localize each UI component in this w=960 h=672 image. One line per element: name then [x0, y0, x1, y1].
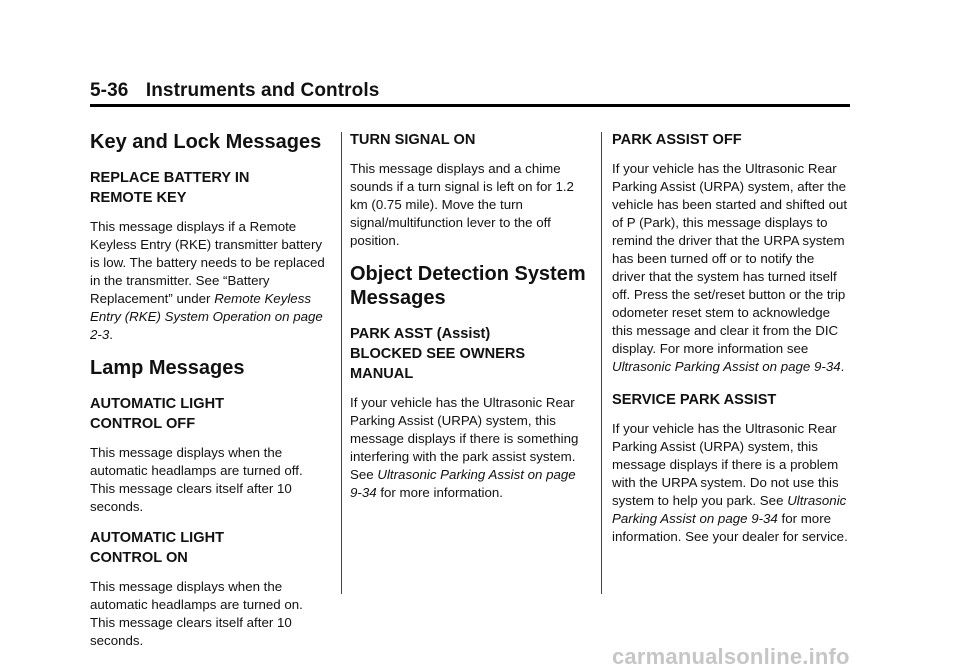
section-title-object-detection — [350, 262, 588, 310]
paragraph-replace-battery — [90, 218, 328, 344]
heading-turn-signal-on: TURN SIGNAL ON — [350, 132, 476, 148]
body-text: If your vehicle has the Ultrasonic Rear Parking Assist (URPA) system, this message displays if there is something interfering with the park assist system. See — [350, 395, 579, 482]
heading-replace-battery — [90, 168, 328, 208]
cross-reference-link[interactable]: Ultrasonic Parking Assist on page 9-34 — [612, 359, 841, 374]
column-1 — [90, 130, 328, 662]
heading-line: PARK ASST (Assist) — [350, 326, 491, 342]
paragraph-turn-signal-on: This message displays and a chime sounds if a turn signal is left on for 1.2 km (0.75 mile). Move the turn signal/multifunction lever to the off position. — [350, 161, 574, 248]
body-text-tail: . — [840, 359, 845, 374]
heading-auto-light-on — [90, 528, 328, 568]
paragraph-auto-light-on: This message displays when the automatic headlamps are turned on. This message clears itself after 10 seconds. — [90, 579, 303, 648]
paragraph-service-park-assist — [612, 420, 850, 546]
header-rule — [90, 104, 850, 107]
heading-line: REPLACE BATTERY IN — [90, 170, 250, 186]
page-header — [90, 80, 379, 102]
heading-park-asst-blocked — [350, 324, 588, 384]
cross-reference-link[interactable]: Remote Keyless Entry (RKE) System Operation on page 2-3 — [90, 291, 323, 342]
title-line: Object Detection System — [350, 263, 586, 285]
body-text-tail: . — [109, 327, 113, 342]
heading-park-assist-off: PARK ASSIST OFF — [612, 132, 742, 148]
section-title-key-lock: Key and Lock Messages — [90, 131, 322, 153]
heading-line: MANUAL — [350, 366, 414, 382]
chapter-title: Instruments and Controls — [145, 80, 380, 101]
paragraph-park-asst-blocked — [350, 394, 588, 502]
body-text-tail: for more information. — [376, 485, 503, 500]
cross-reference-link[interactable]: Ultrasonic Parking Assist on page 9-34 — [350, 467, 576, 500]
cross-reference-link[interactable]: Ultrasonic Parking Assist on page 9-34 — [612, 493, 847, 526]
paragraph-park-assist-off — [612, 160, 850, 376]
column-divider-2 — [601, 132, 602, 594]
paragraph-auto-light-off: This message displays when the automatic headlamps are turned off. This message clears itself after 10 seconds. — [90, 445, 303, 514]
page-number: 5-36 — [90, 80, 129, 101]
body-text-tail: for more information. See your dealer for service. — [612, 511, 848, 544]
heading-line: REMOTE KEY — [90, 190, 187, 206]
column-3 — [612, 130, 850, 558]
heading-line: AUTOMATIC LIGHT — [90, 530, 225, 546]
body-text: If your vehicle has the Ultrasonic Rear Parking Assist (URPA) system, this message displays if there is a problem with the URPA system. Do not use this system to help you park. See — [612, 421, 839, 508]
heading-auto-light-off — [90, 394, 328, 434]
body-text: If your vehicle has the Ultrasonic Rear Parking Assist (URPA) system, after the vehicle has been started and shifted out of P (Park), this message displays to remind the driver that the URPA system has been turned off or to notify the driver that the system has turned itself off. Press the set/reset button or the trip odometer reset stem to acknowledge this message and clear it from the DIC display. For more information see — [612, 161, 848, 356]
watermark: carmanualsonline.info — [612, 644, 850, 669]
heading-line: CONTROL ON — [90, 550, 188, 566]
heading-service-park-assist: SERVICE PARK ASSIST — [612, 392, 777, 408]
heading-line: BLOCKED SEE OWNERS — [350, 346, 526, 362]
column-2 — [350, 130, 588, 514]
title-line: Messages — [350, 287, 446, 309]
heading-line: CONTROL OFF — [90, 416, 196, 432]
heading-line: AUTOMATIC LIGHT — [90, 396, 225, 412]
section-title-lamp: Lamp Messages — [90, 357, 245, 379]
body-text: This message displays if a Remote Keyless Entry (RKE) transmitter battery is low. The battery needs to be replaced in the transmitter. See “Battery Replacement” under — [90, 219, 325, 306]
column-divider-1 — [341, 132, 342, 594]
